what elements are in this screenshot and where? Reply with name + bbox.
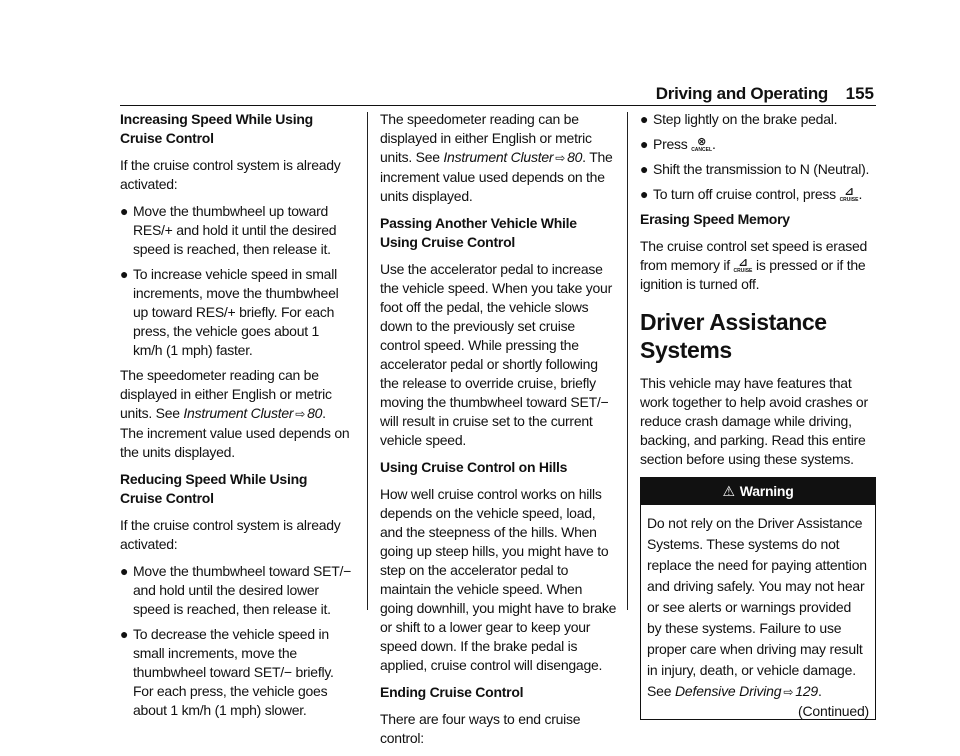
warning-box [640,477,876,720]
cruise-icon: ⊿ CRUISE [839,186,859,203]
page-arrow-icon: ⇨ [783,685,794,699]
page-header [0,84,960,104]
bullet-icon: ● [640,161,649,177]
section-title: Driving and Operating [655,84,828,103]
column-3 [640,110,876,720]
continued-label: (Continued) [798,703,869,719]
subheading-ending-cruise: Ending Cruise Control [380,684,524,700]
list-item: ● To turn off cruise control, press ⊿ CRUISE . [640,186,863,203]
paragraph: The speedometer reading can be displayed in either English or metric units. See Instrument Cluster ⇨ 80. The increment value used depends on the units displayed. [120,367,350,460]
paragraph: The speedometer reading can be displayed in either English or metric units. See Instrument Cluster ⇨ 80. The increment value used depends on the units displayed. [380,111,613,204]
cross-reference-link[interactable]: Defensive Driving ⇨ 129 [675,683,818,699]
cross-reference-link[interactable]: Instrument Cluster ⇨ 80 [443,149,583,165]
section-heading: Driver Assistance Systems [640,309,827,363]
cancel-icon: ⊗ CANCEL [691,136,713,153]
warning-title: Warning [739,483,794,499]
bullet-icon: ● [120,203,129,219]
column-divider [627,112,628,610]
column-1 [120,110,352,726]
subheading-reducing-speed: Reducing Speed While Using Cruise Control [120,471,308,506]
warning-header [641,478,875,505]
cruise-icon: ⊿ CRUISE [733,257,753,274]
list-item: ● Move the thumbwheel toward SET/− and hold until the desired lower speed is reached, then release it. [120,563,352,617]
page-arrow-icon: ⇨ [295,407,306,421]
bullet-icon: ● [640,111,649,127]
paragraph: If the cruise control system is already activated: [120,517,341,552]
subheading-passing: Passing Another Vehicle While Using Cruise Control [380,215,577,250]
header-rule [120,105,876,106]
cross-reference-link[interactable]: Instrument Cluster ⇨ 80 [183,405,323,421]
bullet-icon: ● [640,186,649,202]
subheading-hills: Using Cruise Control on Hills [380,459,568,475]
page-arrow-icon: ⇨ [555,151,566,165]
list-item: ● Step lightly on the brake pedal. [640,111,838,127]
bullet-icon: ● [120,563,129,579]
bullet-icon: ● [120,266,129,282]
column-2 [380,110,617,756]
paragraph: There are four ways to end cruise control: [380,711,581,746]
paragraph: The cruise control set speed is erased from memory if ⊿ CRUISE is pressed or if the ignition is turned off. [640,238,868,292]
paragraph: Use the accelerator pedal to increase the vehicle speed. When you take your foot off the pedal, the vehicle slows down to the previously set cruise control speed. While pressing the accelerator pedal or shortly following the release to override cruise, briefly moving the thumbwheel toward SET/− will result in cruise set to the current vehicle speed. [380,261,613,448]
paragraph: How well cruise control works on hills depends on the vehicle speed, load, and the steepness of the hills. When going up steep hills, you might have to step on the accelerator pedal to maintain the vehicle speed. When going downhill, you might have to brake or shift to a lower gear to keep your speed down. If the brake pedal is applied, cruise control will disengage. [380,486,617,673]
subheading-increasing-speed: Increasing Speed While Using Cruise Control [120,111,313,146]
list-item: ● Press ⊗ CANCEL . [640,136,716,153]
list-item: ● Move the thumbwheel up toward RES/+ and hold it until the desired speed is reached, then release it. [120,203,337,257]
list-item: ● To increase vehicle speed in small increments, move the thumbwheel up toward RES/+ briefly. For each press, the vehicle goes about 1 km/h (1 mph) faster. [120,266,339,358]
warning-body: Do not rely on the Driver Assistance Systems. These systems do not replace the need for paying attention and driving safely. You may not hear or see alerts or warnings provided by these systems. Failure to use proper care when driving may result in injury, death, or vehicle damage. See Defensive Driving ⇨ 129. (Continued) [647,515,869,719]
bullet-icon: ● [120,626,129,642]
paragraph: This vehicle may have features that work together to help avoid crashes or reduce crash damage while driving, backing, and parking. Read this entire section before using these systems. [640,375,868,467]
page-number: 155 [845,84,874,103]
list-item: ● To decrease the vehicle speed in small increments, move the thumbwheel toward SET/− briefly. For each press, the vehicle goes about 1 km/h (1 mph) slower. [120,626,334,718]
paragraph: If the cruise control system is already activated: [120,157,341,192]
bullet-icon: ● [640,136,649,152]
list-item: ● Shift the transmission to N (Neutral). [640,161,870,177]
subheading-erasing-memory: Erasing Speed Memory [640,211,790,227]
warning-icon: ⚠ [722,483,735,499]
column-divider [367,112,368,610]
